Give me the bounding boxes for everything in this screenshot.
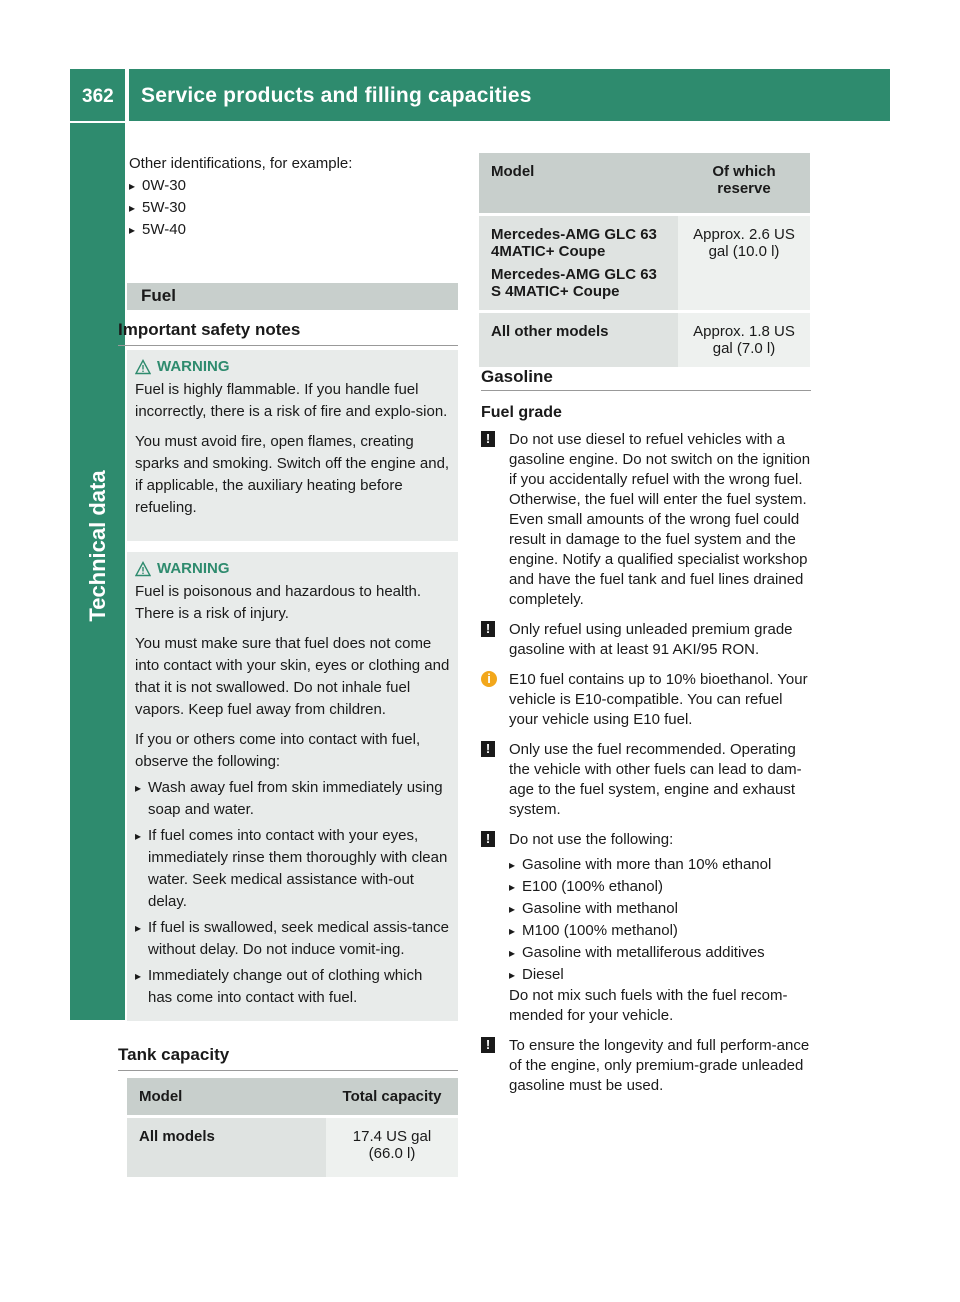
divider — [118, 345, 458, 346]
note-text: Only use the fuel recommended. Operating the vehicle with other fuels can lead to dam-age to the fuel system, engine and exhaust system. — [509, 741, 802, 818]
tank-capacity-table — [127, 1078, 458, 1180]
gasoline-notes — [481, 404, 811, 1096]
table-cell-model: All other models — [479, 312, 678, 369]
table-cell-model: Mercedes-AMG GLC 63 4MATIC+ Coupe — [491, 226, 657, 260]
fuel-heading: Fuel — [141, 286, 176, 305]
table-cell-model: All models — [127, 1117, 326, 1179]
note-text: Only refuel using unleaded premium grade gasoline with at least 91 AKI/95 RON. — [509, 621, 793, 658]
warning-label: WARNING — [157, 358, 230, 375]
tank-heading: Tank capacity — [118, 1045, 230, 1064]
warning-triangle-icon — [135, 561, 151, 577]
page-number: 362 — [82, 86, 114, 107]
chapter-header — [129, 69, 890, 121]
info-icon: i — [481, 671, 497, 687]
note-text: Do not use diesel to refuel vehicles with a gasoline engine. Do not switch on the ignition if you accidentally refuel with the wrong fuel. Otherwise, the fuel will enter the fuel system. Even small amounts of the wrong fuel could result in damage to the fuel system and the engine. Notify a qualified specialist workshop and have the fuel tank and fuel lines drained completely. — [509, 431, 811, 608]
divider — [118, 1070, 458, 1071]
table-header-model: Model — [127, 1078, 326, 1117]
gasoline-heading: Gasoline — [481, 367, 553, 386]
table-cell-value: Approx. 2.6 US gal (10.0 l) — [678, 215, 810, 312]
table-header-reserve: Of which reserve — [678, 153, 810, 215]
exclamation-icon: ! — [481, 1037, 495, 1053]
list-item: ▸ 5W-40 — [129, 219, 459, 241]
section-side-label: Technical data — [84, 469, 110, 622]
warning-triangle-icon — [135, 359, 151, 375]
note-text: Do not use the following: — [509, 831, 674, 848]
list-item: ▸ 5W-30 — [129, 197, 459, 219]
exclamation-icon: ! — [481, 741, 495, 757]
warning-box-poisonous — [127, 552, 458, 1021]
intro-block — [129, 153, 459, 241]
list-item: ▸ If fuel is swallowed, seek medical assis-tance without delay. Do not induce vomit-ing. — [135, 917, 450, 961]
table-header-model: Model — [479, 153, 678, 215]
note-do-not-use — [481, 830, 811, 1026]
note-text: Do not mix such fuels with the fuel recom-mended for your vehicle. — [509, 987, 788, 1024]
divider — [481, 390, 811, 391]
chapter-title: Service products and filling capacities — [141, 84, 532, 107]
fuel-heading-bar — [127, 283, 458, 310]
warning-text: Fuel is poisonous and hazardous to health. There is a risk of injury. — [135, 583, 422, 622]
list-item: ▸ E100 (100% ethanol) — [509, 876, 811, 898]
note-premium — [481, 620, 811, 660]
warning-text: You must make sure that fuel does not come into contact with your skin, eyes or clothing and that it is not swallowed. Do not inhale fuel vapors. Keep fuel away from children. — [135, 635, 450, 718]
note-wrong-fuel — [481, 430, 811, 610]
list-item: ▸ If fuel comes into contact with your eyes, immediately rinse them thoroughly with clean water. Seek medical assistance with-out delay. — [135, 825, 450, 913]
list-item: ▸ Gasoline with more than 10% ethanol — [509, 854, 811, 876]
intro-text: Other identifications, for example: — [129, 155, 353, 172]
note-longevity — [481, 1036, 811, 1096]
fuel-grade-heading: Fuel grade — [481, 404, 562, 421]
warning-box-flammable — [127, 350, 458, 541]
warning-label: WARNING — [157, 560, 230, 577]
table-header-total: Total capacity — [326, 1078, 458, 1117]
exclamation-icon: ! — [481, 831, 495, 847]
note-e10 — [481, 670, 811, 730]
note-text: E10 fuel contains up to 10% bioethanol. Your vehicle is E10-compatible. You can refuel your vehicle using E10 fuel. — [509, 671, 808, 728]
exclamation-icon: ! — [481, 621, 495, 637]
list-item: ▸ Wash away fuel from skin immediately using soap and water. — [135, 777, 450, 821]
warning-text: If you or others come into contact with fuel, observe the following: — [135, 731, 421, 770]
page-number-box — [70, 69, 125, 121]
safety-heading: Important safety notes — [118, 320, 301, 339]
table-row — [479, 215, 810, 312]
list-item: ▸ Diesel — [509, 964, 811, 986]
list-item: ▸ 0W-30 — [129, 175, 459, 197]
note-text: To ensure the longevity and full perform-ance of the engine, only premium-grade unleaded gasoline must be used. — [509, 1037, 810, 1094]
exclamation-icon: ! — [481, 431, 495, 447]
reserve-table — [479, 153, 810, 370]
list-item: ▸ M100 (100% methanol) — [509, 920, 811, 942]
table-row — [127, 1117, 458, 1179]
list-item: ▸ Gasoline with metalliferous additives — [509, 942, 811, 964]
table-cell-value: 17.4 US gal (66.0 l) — [326, 1117, 458, 1179]
list-item: ▸ Immediately change out of clothing which has come into contact with fuel. — [135, 965, 450, 1009]
list-item: ▸ Gasoline with methanol — [509, 898, 811, 920]
table-cell-value: Approx. 1.8 US gal (7.0 l) — [678, 312, 810, 369]
warning-text: You must avoid fire, open flames, creating sparks and smoking. Switch off the engine and, if applicable, the auxiliary heating before refueling. — [135, 433, 450, 516]
warning-text: Fuel is highly flammable. If you handle fuel incorrectly, there is a risk of fire and explo-sion. — [135, 381, 448, 420]
note-recommended — [481, 740, 811, 820]
section-marker — [70, 968, 125, 1020]
table-cell-model: Mercedes-AMG GLC 63 S 4MATIC+ Coupe — [491, 266, 657, 300]
table-row — [479, 312, 810, 369]
section-side-tab — [70, 123, 125, 968]
